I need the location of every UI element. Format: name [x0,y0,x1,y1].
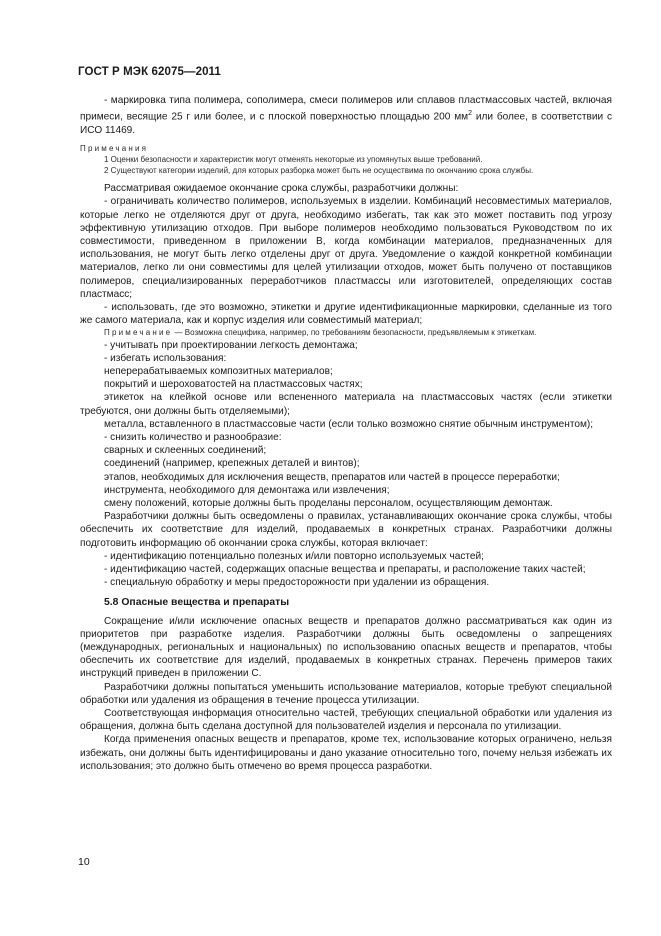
paragraph-polymer-marking [80,94,612,137]
list-item-coatings: покрытий и шероховатостей на пластмассовых частях; [104,379,363,391]
list-item-welded-joints: сварных и склеенных соединений; [104,445,267,457]
superscript: 2 [468,110,473,118]
note-text: — Возможна специфика, например, по требованиям безопасности, предъявляемым к этикеткам. [172,328,537,338]
list-item-tools: инструмента, необходимого для демонтажа или извлечения; [104,484,390,496]
list-item-special-treatment: - специальную обработку и меры предосторожности при удалении из обращения. [104,577,490,589]
list-item-fasteners: соединений (например, крепежных деталей и винтов); [104,458,360,470]
list-item-reusable-parts: - идентификацию потенциально полезных и/или повторно используемых частей; [104,550,484,562]
note-2: 2 Существуют категории изделий, для которых разборка может быть не осуществима по окончанию срока службы. [104,166,534,176]
paragraph-text-end: или более, в соответствии с ИСО 11469. [80,111,612,136]
paragraph-limit-polymers: - ограничивать количество полимеров, используемых в изделии. Комбинаций несовместимых материалов, которые легко не отделяются друг от друга, необходимо избегать, так как это может поставить под угрозу эффективную утилизацию отходов. При выборе полимеров необходимо пользоваться Руководством по их совместимости, приведенном в приложении В, когда комбинации материалов, предназначенных для использования, не могут быть легко отделены друг от друга. Уведомление о каждой конкретной комбинации материалов, легко ли они совместимы для целей утилизации отходов, может быть получено от поставщиков полимеров, специализированных переработчиков пластмассы или изготовителей, определяющих состав пластмасс; [80,196,612,300]
list-item-hazardous-parts: - идентификацию частей, содержащих опасные вещества и препараты, и расположение таких частей; [104,564,586,576]
list-item-avoid: - избегать использования: [104,352,227,364]
page-number: 10 [78,856,90,868]
list-item-metal-inserts: металла, вставленного в пластмассовые части (если только возможно снятие обычным инструментом); [104,418,594,430]
list-item-stages: этапов, необходимых для исключения веществ, препаратов или частей в процессе переработки; [104,471,560,483]
paragraph-hazard-reduction: Сокращение и/или исключение опасных веществ и препаратов должно рассматриваться как один из приоритетов при разработке изделия. Разработчики должны быть осведомлены о запрещениях (международных, региональных и национальных) по использованию опасных веществ и препаратов, чтобы обеспечить их соответствие для изделий, продаваемых в конкретных странах. Перечень примеров таких инструкций приведен в приложении С. [80,615,612,680]
paragraph-identification: Когда применения опасных веществ и препаратов, кроме тех, использование которых ограничено, нельзя избежать, они должны быть идентифицированы и дано указание относительно того, почему нельзя избежать их использования; это должно быть отмечено во время процесса разработки. [80,734,612,772]
note-1: 1 Оценки безопасности и характеристик могут отменять некоторые из упомянутых выше требований. [104,155,483,165]
note-labels [80,327,612,338]
paragraph-text: - маркировка типа полимера, сополимера, смеси полимеров или сплавов пластмассовых частей, включая примеси, весящие 25 г или более, и с плоской поверхностью площадью 200 мм [80,95,612,123]
list-item-dismantling: - учитывать при проектировании легкость демонтажа; [104,339,358,351]
notes-title: Примечания [80,143,149,153]
paragraph-reduce-materials: Разработчики должны попытаться уменьшить использование материалов, которые требуют специальной обработки или удаления из обращения в течение процесса утилизации. [80,681,612,706]
paragraph-end-of-life-intro: Рассматривая ожидаемое окончание срока службы, разработчики должны: [104,183,459,195]
document-header: ГОСТ Р МЭК 62075—2011 [78,66,221,78]
paragraph-regulations: Разработчики должны быть осведомлены о правилах, устанавливающих окончание срока службы, чтобы обеспечить их соответствие для изделий, продаваемых в конкретных странах. Разработчики должны подготовить информацию об окончании срока службы, которая включает: [80,511,612,549]
list-item-composites: неперерабатываемых композитных материалов; [104,365,333,377]
paragraph-information: Соответствующая информация относительно частей, требующих специальной обработки или удаления из обращения, должна быть сделана доступной для пользователей изделия и персонала по утилизации. [80,708,612,733]
list-item-adhesive-labels: этикеток на клейкой основе или вспененного материала на пластмассовых частях (если этикетки требуются, они должны быть отделяемыми); [80,392,612,417]
note-label: Примечание [104,328,173,338]
list-item-reduce: - снизить количество и разнообразие: [104,432,282,443]
document-body [80,94,612,773]
list-item-positions: смену положений, которые должны быть проделаны персоналом, осуществляющим демонтаж. [104,498,553,510]
section-title: 5.8 Опасные вещества и препараты [104,597,290,609]
paragraph-labels-material: - использовать, где это возможно, этикетки и другие идентификационные маркировки, сделанные из того же самого материала, как и корпус изделия или совместимый материал; [80,302,612,327]
